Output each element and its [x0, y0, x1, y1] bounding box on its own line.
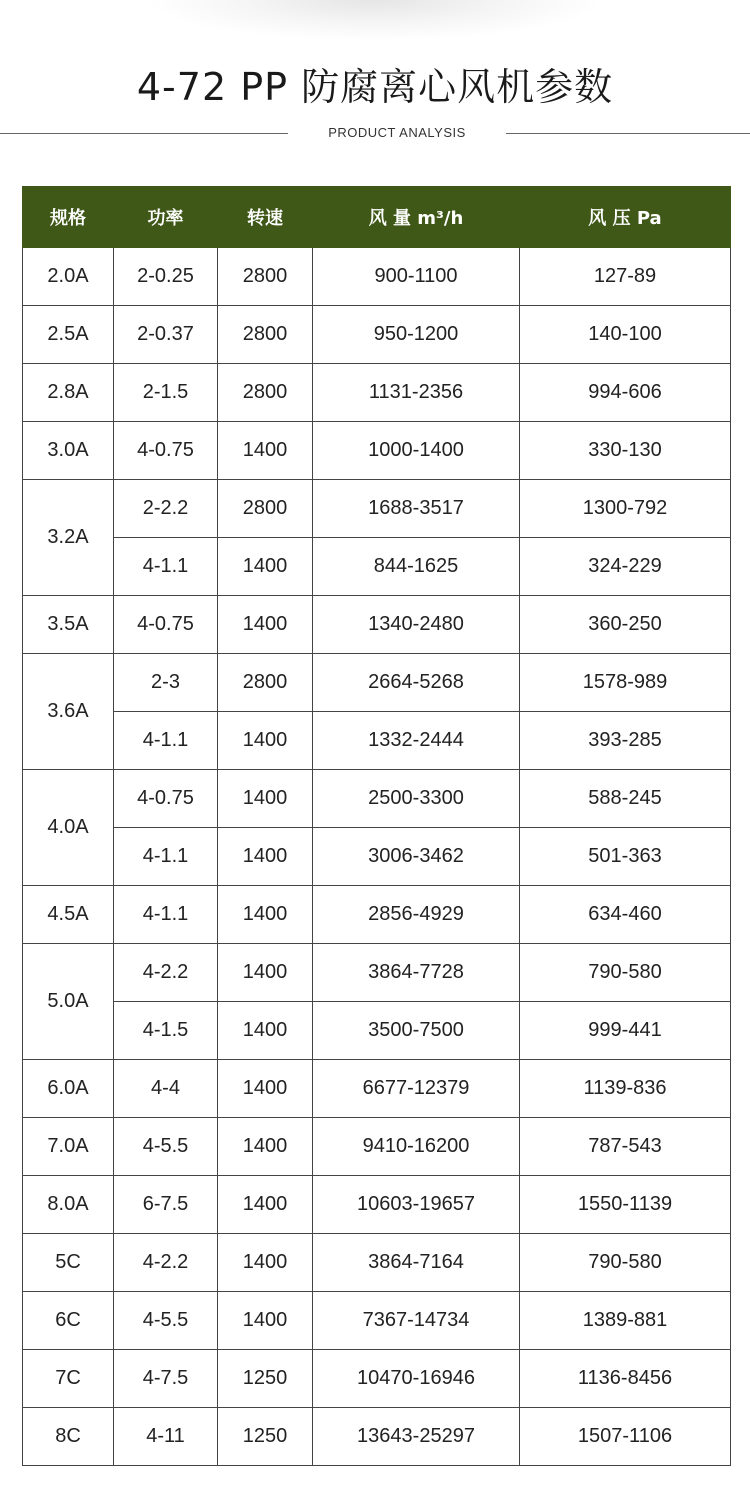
cell-power: 2-2.2	[114, 480, 218, 538]
table-row	[23, 364, 731, 422]
table-row	[23, 1060, 731, 1118]
cell-power: 4-5.5	[114, 1118, 218, 1176]
table-row	[23, 828, 731, 886]
cell-power: 2-0.25	[114, 248, 218, 306]
cell-speed: 2800	[218, 306, 313, 364]
cell-pressure: 1550-1139	[520, 1176, 731, 1234]
table-row	[23, 944, 731, 1002]
table-row	[23, 1234, 731, 1292]
cell-airflow: 1131-2356	[313, 364, 520, 422]
cell-airflow: 844-1625	[313, 538, 520, 596]
cell-speed: 1400	[218, 538, 313, 596]
cell-speed: 1400	[218, 886, 313, 944]
cell-power: 4-5.5	[114, 1292, 218, 1350]
cell-spec: 7C	[23, 1350, 114, 1408]
cell-pressure: 393-285	[520, 712, 731, 770]
cell-airflow: 2856-4929	[313, 886, 520, 944]
cell-pressure: 360-250	[520, 596, 731, 654]
header-cell-speed: 转速	[218, 187, 313, 248]
divider-left	[0, 133, 288, 134]
table-row	[23, 712, 731, 770]
header-cell-pressure: 风 压 Pa	[520, 187, 731, 248]
cell-power: 4-7.5	[114, 1350, 218, 1408]
cell-pressure: 127-89	[520, 248, 731, 306]
cell-pressure: 1139-836	[520, 1060, 731, 1118]
cell-pressure: 140-100	[520, 306, 731, 364]
cell-pressure: 1136-8456	[520, 1350, 731, 1408]
cell-power: 2-0.37	[114, 306, 218, 364]
cell-speed: 1400	[218, 596, 313, 654]
cell-speed: 1400	[218, 828, 313, 886]
table-row	[23, 538, 731, 596]
table-row	[23, 886, 731, 944]
cell-spec: 3.6A	[23, 654, 114, 770]
table-body	[23, 248, 731, 1466]
cell-airflow: 900-1100	[313, 248, 520, 306]
cell-speed: 1400	[218, 1234, 313, 1292]
cell-airflow: 2664-5268	[313, 654, 520, 712]
cell-power: 6-7.5	[114, 1176, 218, 1234]
cell-speed: 1400	[218, 944, 313, 1002]
cell-power: 4-1.5	[114, 1002, 218, 1060]
cell-speed: 1250	[218, 1350, 313, 1408]
cell-airflow: 1688-3517	[313, 480, 520, 538]
header-cell-power: 功率	[114, 187, 218, 248]
table-row	[23, 770, 731, 828]
cell-spec: 8C	[23, 1408, 114, 1466]
cell-power: 4-4	[114, 1060, 218, 1118]
cell-power: 4-2.2	[114, 944, 218, 1002]
cell-speed: 1400	[218, 770, 313, 828]
cell-speed: 1400	[218, 712, 313, 770]
cell-speed: 1400	[218, 422, 313, 480]
table-row	[23, 1002, 731, 1060]
cell-power: 4-0.75	[114, 422, 218, 480]
cell-airflow: 950-1200	[313, 306, 520, 364]
cell-power: 2-3	[114, 654, 218, 712]
cell-spec: 7.0A	[23, 1118, 114, 1176]
header-row	[23, 187, 731, 248]
table-row	[23, 1176, 731, 1234]
table-row	[23, 480, 731, 538]
cell-airflow: 7367-14734	[313, 1292, 520, 1350]
cell-pressure: 1389-881	[520, 1292, 731, 1350]
page-title: 4-72 PP 防腐离心风机参数	[136, 65, 614, 109]
table-row	[23, 1292, 731, 1350]
cell-spec: 2.5A	[23, 306, 114, 364]
cell-pressure: 501-363	[520, 828, 731, 886]
cell-spec: 5C	[23, 1234, 114, 1292]
cell-spec: 3.2A	[23, 480, 114, 596]
subtitle-row	[0, 124, 750, 144]
cell-pressure: 588-245	[520, 770, 731, 828]
cell-power: 4-11	[114, 1408, 218, 1466]
cell-power: 4-0.75	[114, 596, 218, 654]
table-row	[23, 306, 731, 364]
cell-pressure: 1300-792	[520, 480, 731, 538]
cell-spec: 6.0A	[23, 1060, 114, 1118]
cell-power: 4-1.1	[114, 712, 218, 770]
cell-speed: 1250	[218, 1408, 313, 1466]
cell-airflow: 10470-16946	[313, 1350, 520, 1408]
cell-airflow: 1332-2444	[313, 712, 520, 770]
subtitle: PRODUCT ANALYSIS	[328, 125, 466, 140]
cell-airflow: 3006-3462	[313, 828, 520, 886]
cell-spec: 6C	[23, 1292, 114, 1350]
cell-spec: 3.0A	[23, 422, 114, 480]
table-row	[23, 422, 731, 480]
table-row	[23, 596, 731, 654]
cell-pressure: 999-441	[520, 1002, 731, 1060]
cell-airflow: 3500-7500	[313, 1002, 520, 1060]
cell-airflow: 2500-3300	[313, 770, 520, 828]
cell-spec: 3.5A	[23, 596, 114, 654]
spec-table	[22, 186, 731, 1466]
cell-airflow: 9410-16200	[313, 1118, 520, 1176]
cell-power: 4-0.75	[114, 770, 218, 828]
cell-airflow: 3864-7164	[313, 1234, 520, 1292]
cell-airflow: 1340-2480	[313, 596, 520, 654]
cell-spec: 2.0A	[23, 248, 114, 306]
cell-airflow: 1000-1400	[313, 422, 520, 480]
cell-pressure: 1507-1106	[520, 1408, 731, 1466]
cell-pressure: 790-580	[520, 944, 731, 1002]
cell-spec: 5.0A	[23, 944, 114, 1060]
table-row	[23, 248, 731, 306]
cell-spec: 2.8A	[23, 364, 114, 422]
cell-power: 4-2.2	[114, 1234, 218, 1292]
cell-pressure: 330-130	[520, 422, 731, 480]
cell-speed: 2800	[218, 364, 313, 422]
header-cell-spec: 规格	[23, 187, 114, 248]
top-shadow-decoration	[150, 0, 600, 40]
cell-power: 2-1.5	[114, 364, 218, 422]
cell-power: 4-1.1	[114, 886, 218, 944]
cell-speed: 1400	[218, 1002, 313, 1060]
cell-power: 4-1.1	[114, 828, 218, 886]
cell-power: 4-1.1	[114, 538, 218, 596]
cell-spec: 4.5A	[23, 886, 114, 944]
table-row	[23, 654, 731, 712]
cell-spec: 8.0A	[23, 1176, 114, 1234]
cell-pressure: 634-460	[520, 886, 731, 944]
divider-right	[506, 133, 750, 134]
header-cell-airflow: 风 量 m³/h	[313, 187, 520, 248]
cell-pressure: 994-606	[520, 364, 731, 422]
cell-airflow: 13643-25297	[313, 1408, 520, 1466]
cell-speed: 2800	[218, 248, 313, 306]
cell-airflow: 10603-19657	[313, 1176, 520, 1234]
cell-pressure: 790-580	[520, 1234, 731, 1292]
cell-spec: 4.0A	[23, 770, 114, 886]
cell-speed: 1400	[218, 1176, 313, 1234]
cell-pressure: 787-543	[520, 1118, 731, 1176]
cell-airflow: 6677-12379	[313, 1060, 520, 1118]
cell-pressure: 1578-989	[520, 654, 731, 712]
table-header	[23, 187, 731, 248]
table-row	[23, 1408, 731, 1466]
table-row	[23, 1350, 731, 1408]
cell-speed: 1400	[218, 1292, 313, 1350]
cell-pressure: 324-229	[520, 538, 731, 596]
table-row	[23, 1118, 731, 1176]
cell-speed: 2800	[218, 654, 313, 712]
cell-airflow: 3864-7728	[313, 944, 520, 1002]
cell-speed: 2800	[218, 480, 313, 538]
cell-speed: 1400	[218, 1060, 313, 1118]
cell-speed: 1400	[218, 1118, 313, 1176]
